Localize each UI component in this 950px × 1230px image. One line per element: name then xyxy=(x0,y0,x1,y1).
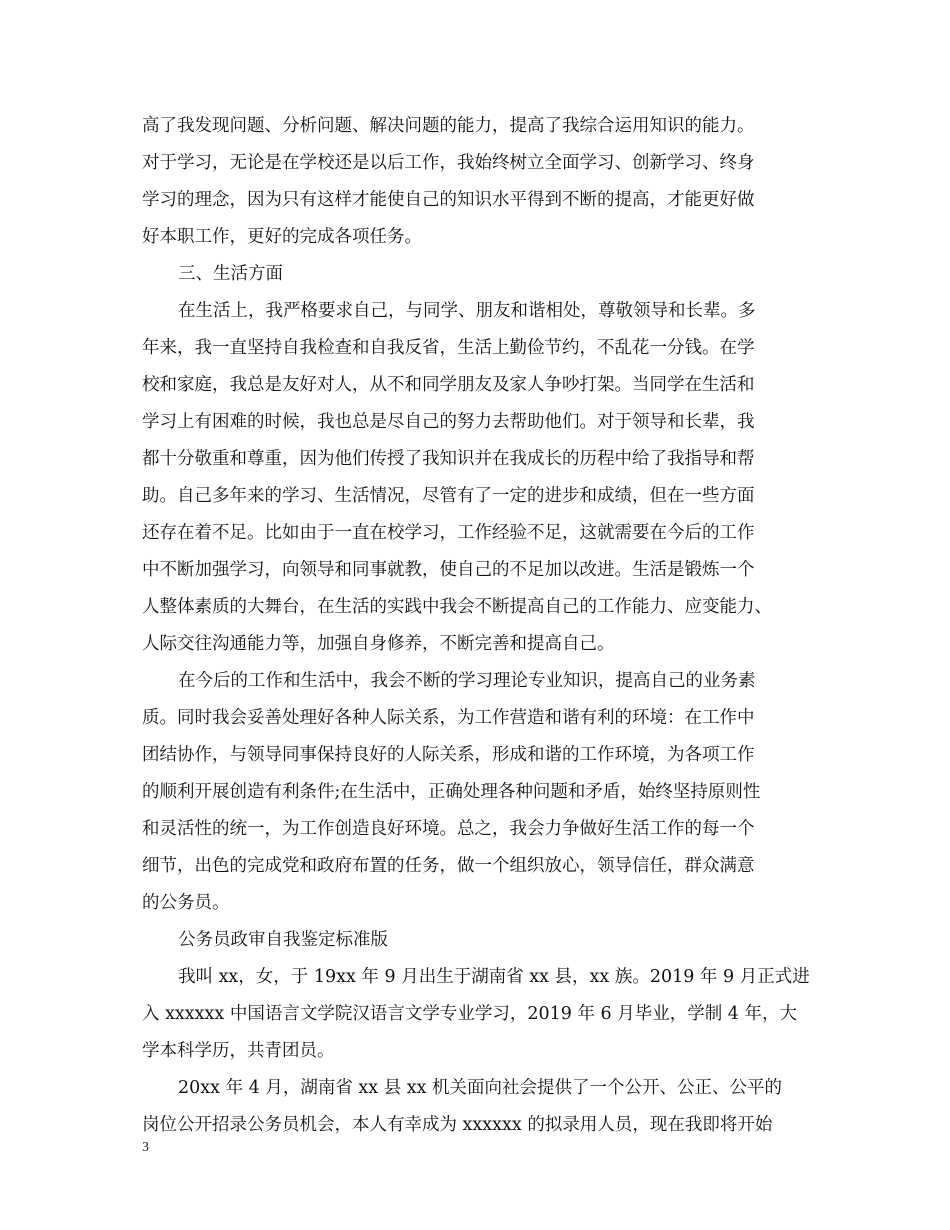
text-line: 人整体素质的大舞台，在生活的实践中我会不断提高自己的工作能力、应变能力、 xyxy=(142,597,772,617)
text-line: 在生活上，我严格要求自己，与同学、朋友和谐相处，尊敬领导和长辈。多 xyxy=(178,301,756,321)
text-line: 在今后的工作和生活中，我会不断的学习理论专业知识，提高自己的业务素 xyxy=(178,671,756,691)
document-body xyxy=(142,108,822,1144)
text-line: 岗位公开招录公务员机会，本人有幸成为 xxxxxx 的拟录用人员，现在我即将开始 xyxy=(142,1115,773,1135)
section-heading xyxy=(142,256,822,293)
text-line: 质。同时我会妥善处理好各种人际关系，为工作营造和谐有利的环境：在工作中 xyxy=(142,708,755,728)
text-line: 学习的理念，因为只有这样才能使自己的知识水平得到不断的提高，才能更好做 xyxy=(142,190,755,210)
paragraph xyxy=(142,959,822,1070)
text-line: 高了我发现问题、分析问题、解决问题的能力，提高了我综合运用知识的能力。 xyxy=(142,116,755,136)
text-line: 学习上有困难的时候，我也总是尽自己的努力去帮助他们。对于领导和长辈，我 xyxy=(142,412,755,432)
text-line: 三、生活方面 xyxy=(178,264,283,284)
text-line: 助。自己多年来的学习、生活情况，尽管有了一定的进步和成绩，但在一些方面 xyxy=(142,486,755,506)
text-line: 公务员政审自我鉴定标准版 xyxy=(178,930,388,950)
text-line: 人际交往沟通能力等，加强自身修养，不断完善和提高自己。 xyxy=(142,634,615,654)
text-line: 团结协作，与领导同事保持良好的人际关系，形成和谐的工作环境，为各项工作 xyxy=(142,745,755,765)
text-line: 中不断加强学习，向领导和同事就教，使自己的不足加以改进。生活是锻炼一个 xyxy=(142,560,755,580)
paragraph xyxy=(142,1070,822,1144)
text-line: 都十分敬重和尊重，因为他们传授了我知识并在我成长的历程中给了我指导和帮 xyxy=(142,449,755,469)
text-line: 年来，我一直坚持自我检查和自我反省，生活上勤俭节约，不乱花一分钱。在学 xyxy=(142,338,755,358)
text-line: 校和家庭，我总是友好对人，从不和同学朋友及家人争吵打架。当同学在生活和 xyxy=(142,375,755,395)
text-line: 20xx 年 4 月，湖南省 xx 县 xx 机关面向社会提供了一个公开、公正、公平的 xyxy=(178,1078,783,1098)
text-line: 好本职工作，更好的完成各项任务。 xyxy=(142,227,422,247)
text-line: 对于学习，无论是在学校还是以后工作，我始终树立全面学习、创新学习、终身 xyxy=(142,153,755,173)
text-line: 的顺利开展创造有利条件;在生活中，正确处理各种问题和矛盾，始终坚持原则性 xyxy=(142,782,761,802)
text-line: 的公务员。 xyxy=(142,893,230,913)
text-line: 还存在着不足。比如由于一直在校学习，工作经验不足，这就需要在今后的工作 xyxy=(142,523,755,543)
section-heading xyxy=(142,922,822,959)
paragraph xyxy=(142,293,822,663)
text-line: 我叫 xx，女，于 19xx 年 9 月出生于湖南省 xx 县，xx 族。2019 年 9 月正式进 xyxy=(178,967,810,987)
text-line: 学本科学历，共青团员。 xyxy=(142,1041,335,1061)
paragraph xyxy=(142,108,822,256)
text-line: 入 xxxxxx 中国语言文学院汉语言文学专业学习，2019 年 6 月毕业，学制 4 年，大 xyxy=(142,1004,797,1024)
text-line: 细节，出色的完成党和政府布置的任务，做一个组织放心，领导信任，群众满意 xyxy=(142,856,755,876)
text-line: 和灵活性的统一，为工作创造良好环境。总之，我会力争做好生活工作的每一个 xyxy=(142,819,755,839)
page-number: 3 xyxy=(142,1140,149,1155)
paragraph xyxy=(142,663,822,922)
